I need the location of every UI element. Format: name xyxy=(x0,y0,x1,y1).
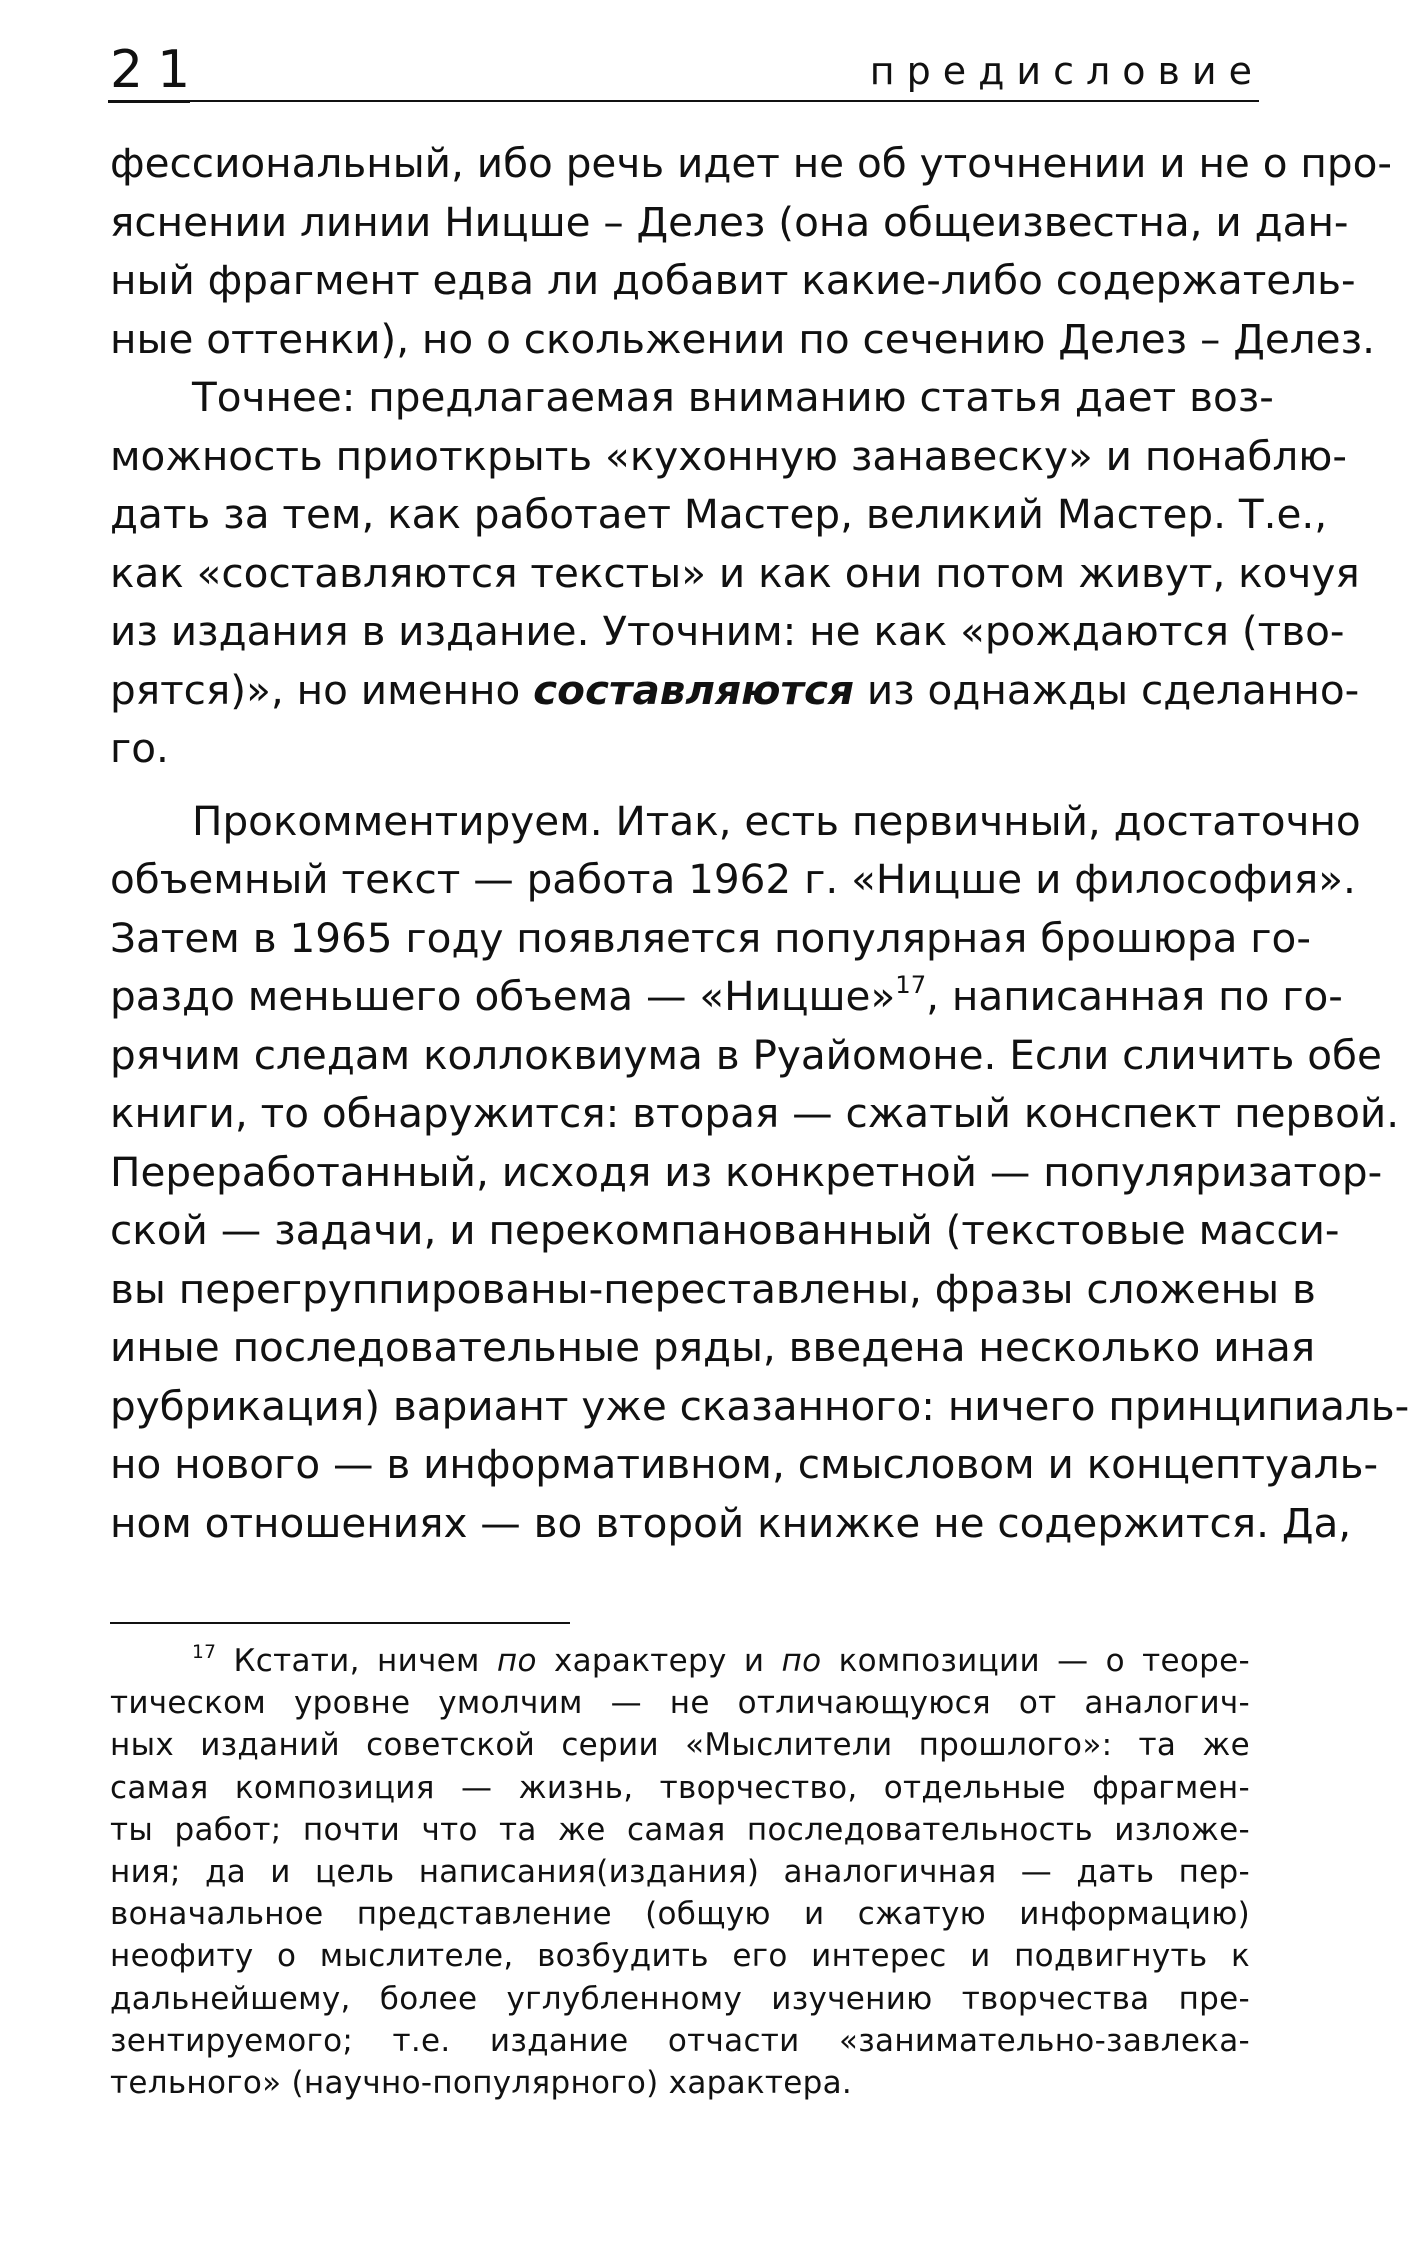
text-line: Прокомментируем. Итак, есть первичный, достаточно xyxy=(192,796,1361,845)
paragraph-2 xyxy=(110,368,1360,778)
text-line: дальнейшему, более углубленному изучению творчества пре- xyxy=(110,1980,1250,2017)
text-line: ные оттенки), но о скольжении по сечению Делез – Делез. xyxy=(110,314,1375,363)
text-line: объемный текст — работа 1962 г. «Ницше и философия». xyxy=(110,855,1356,903)
italic-word: по xyxy=(496,1643,537,1679)
text-line: тельного» (научно-популярного) характера. xyxy=(110,2065,853,2102)
text-line xyxy=(110,1640,1250,1682)
header-rule xyxy=(108,100,1259,102)
text-line: рячим следам коллоквиума в Руайомоне. Если сличить обе xyxy=(110,1030,1382,1079)
text-run: характеру и xyxy=(536,1643,782,1679)
text-line: Затем в 1965 году появляется популярная брошюра го- xyxy=(110,913,1311,962)
text-line: го. xyxy=(110,724,169,772)
text-line: ных изданий советской серии «Мыслители прошлого»: та же xyxy=(110,1727,1250,1764)
text-run: композиции — о теоре- xyxy=(821,1643,1250,1679)
text-line: как «составляются тексты» и как они потом живут, кочуя xyxy=(110,548,1360,597)
text-line: ты работ; почти что та же самая последовательность изложе- xyxy=(110,1811,1250,1848)
text-line: из издания в издание. Уточним: не как «рождаются (тво- xyxy=(110,607,1345,655)
text-line: тическом уровне умолчим — не отличающуюся от аналогич- xyxy=(110,1685,1250,1722)
text-line: вы перегруппированы-переставлены, фразы сложены в xyxy=(110,1264,1316,1313)
text-run: раздо меньшего объема — «Ницше» xyxy=(110,972,896,1020)
text-line: Переработанный, исходя из конкретной — популяризатор- xyxy=(110,1147,1383,1196)
text-line: рубрикация) вариант уже сказанного: ничего принципиаль- xyxy=(110,1381,1410,1430)
text-run: Кстати, ничем xyxy=(233,1643,497,1679)
running-title: предисловие xyxy=(869,49,1264,93)
footnote-reference: 17 xyxy=(895,970,927,999)
text-line: самая композиция — жизнь, творчество, отдельные фрагмен- xyxy=(110,1769,1250,1806)
text-run: из однажды сделанно- xyxy=(853,665,1360,714)
text-line: иные последовательные ряды, введена несколько иная xyxy=(110,1323,1316,1371)
text-line: но нового — в информативном, смысловом и концептуаль- xyxy=(110,1440,1379,1488)
text-line: ской — задачи, и перекомпанованный (текстовые масси- xyxy=(110,1206,1340,1254)
body-text xyxy=(110,134,1410,1552)
text-run: рятся)», но именно xyxy=(110,665,534,714)
text-line xyxy=(110,967,1343,1026)
text-line: можность приоткрыть «кухонную занавеску» и понаблю- xyxy=(110,431,1347,480)
footnote-rule xyxy=(110,1622,570,1624)
italic-word: по xyxy=(781,1643,822,1679)
text-line xyxy=(110,661,1360,720)
emphasized-word: составляются xyxy=(533,665,854,714)
footnote-number: 17 xyxy=(192,1641,217,1663)
text-line: зентируемого; т.е. издание отчасти «занимательно-завлека- xyxy=(110,2022,1250,2059)
text-line: ния; да и цель написания(издания) аналогичная — дать пер- xyxy=(110,1854,1250,1891)
text-line: яснении линии Ницше – Делез (она общеизвестна, и дан- xyxy=(110,197,1349,246)
page-number: 21 xyxy=(110,40,205,100)
text-line: ном отношениях — во второй книжке не содержится. Да, xyxy=(110,1498,1352,1547)
paragraph-1 xyxy=(110,134,1392,368)
text-line: фессиональный, ибо речь идет не об уточнении и не о про- xyxy=(110,139,1392,187)
text-line: ный фрагмент едва ли добавит какие-либо содержатель- xyxy=(110,256,1356,304)
footnote xyxy=(110,1640,1250,2104)
text-line: дать за тем, как работает Мастер, великий Мастер. Т.е., xyxy=(110,490,1328,538)
text-line: неофиту о мыслителе, возбудить его интерес и подвигнуть к xyxy=(110,1938,1250,1975)
text-run: , написанная по го- xyxy=(926,972,1343,1020)
text-line: Точнее: предлагаемая вниманию статья дает воз- xyxy=(192,373,1274,421)
text-line: воначальное представление (общую и сжатую информацию) xyxy=(110,1896,1250,1933)
paragraph-3 xyxy=(110,792,1410,1553)
paragraph-gap xyxy=(110,778,1250,792)
text-line: книги, то обнаружится: вторая — сжатый конспект первой. xyxy=(110,1089,1400,1137)
